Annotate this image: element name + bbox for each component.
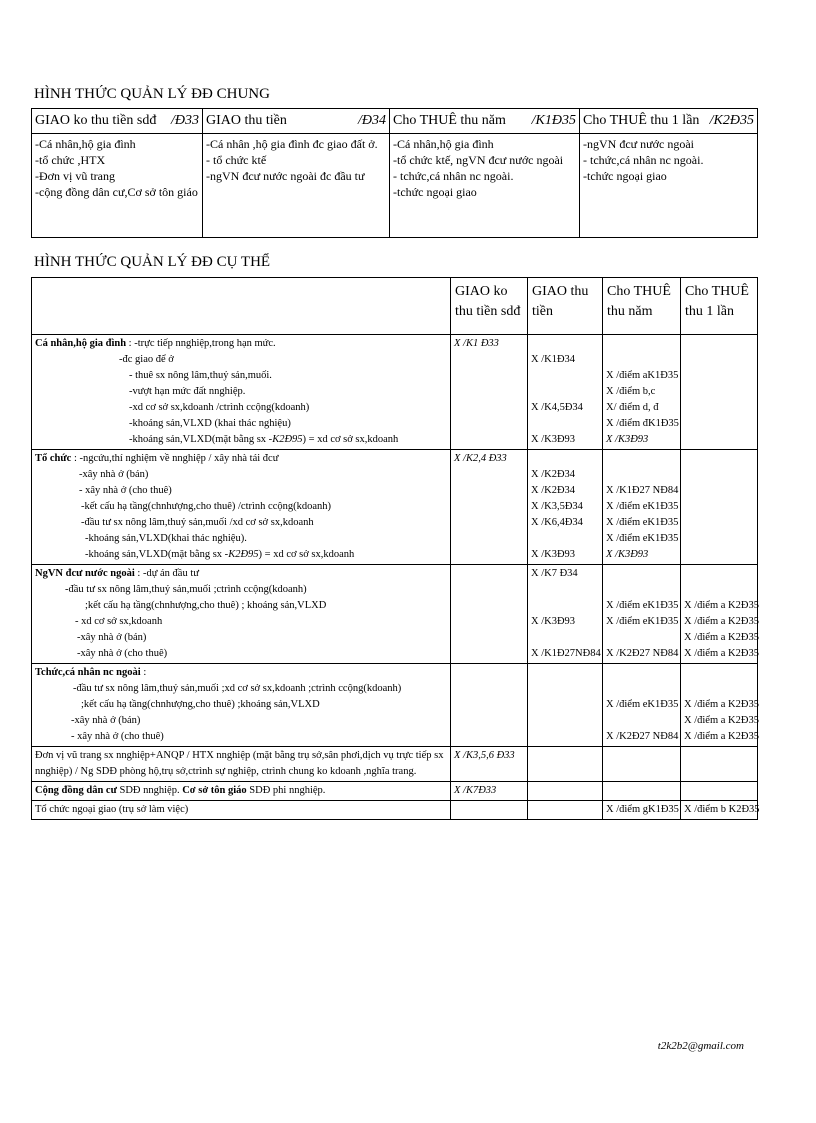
general-management-table [31, 108, 758, 238]
header-cell: Cho THUÊ thu năm /K1Đ35 [390, 109, 580, 134]
code-cell: X /K2,4 Đ33 [451, 450, 528, 565]
code-cell: X /K7 Đ34 X /K3Đ93 X /K1Đ27NĐ84 [528, 565, 603, 664]
code-cell: X /K2Đ34 X /K2Đ34 X /K3,5Đ34 X /K6,4Đ34 X /K3Đ93 [528, 450, 603, 565]
table-row [32, 801, 758, 820]
list-item: -Đơn vị vũ trang [35, 169, 115, 183]
code-cell [528, 782, 603, 801]
specific-header-row [32, 278, 758, 335]
code-cell [681, 747, 758, 782]
code-cell: X /K3,5,6 Đ33 [451, 747, 528, 782]
table-row [32, 450, 758, 565]
code-cell: X /điểm aK1Đ35 X /điểm b,c X/ điểm d, đ X /điểm đK1Đ35 X /K3Đ93 [603, 335, 681, 450]
code-cell [681, 782, 758, 801]
col1-cell [32, 134, 203, 238]
table-row [32, 782, 758, 801]
description-cell: Tchức,cá nhân nc ngoài : -đầu tư sx nông lâm,thuỷ sản,muối ;xd cơ sở sx,kdoanh ;ctrình ccộng(kdoanh) ;kết cấu hạ tầng(chnhượng,cho thuê) ;khoáng sản,VLXD -xây nhà ở (bán) - xây nhà ở (cho thuê) [32, 664, 451, 747]
list-item: -ngVN đcư nước ngoài [583, 137, 694, 151]
specific-management-table [31, 277, 758, 820]
list-item: -tổ chức ktế, ngVN đcư nước ngoài [393, 153, 564, 167]
section1-title: HÌNH THỨC QUẢN LÝ ĐĐ CHUNG [34, 86, 270, 102]
header-cell: GIAO thu tiền [528, 278, 603, 335]
code-cell [451, 664, 528, 747]
list-item: -tổ chức ,HTX [35, 153, 106, 167]
code-cell: X /điểm eK1Đ35 X /điểm eK1Đ35 X /K2Đ27 NĐ84 [603, 565, 681, 664]
code-cell [603, 782, 681, 801]
header-cell: Cho THUÊ thu 1 lần [681, 278, 758, 335]
table-row [32, 747, 758, 782]
code-cell: X /điểm eK1Đ35 X /K2Đ27 NĐ84 [603, 664, 681, 747]
code-cell: X /K1Đ27 NĐ84 X /điểm eK1Đ35 X /điểm eK1Đ35 X /điểm eK1Đ35 X /K3Đ93 [603, 450, 681, 565]
list-item: -tchức ngoại giao [583, 169, 667, 183]
list-item: -Cá nhân,hộ gia đình [35, 137, 136, 151]
code-cell: X /điểm a K2Đ35 X /điểm a K2Đ35 X /điểm a K2Đ35 [681, 664, 758, 747]
col4-cell [580, 134, 758, 238]
list-item: - tchức,cá nhân nc ngoài. [583, 153, 704, 167]
table-row [32, 565, 758, 664]
header-cell: Cho THUÊ thu năm [603, 278, 681, 335]
general-header-row [32, 109, 758, 134]
header-cell: GIAO ko thu tiền sdđ [451, 278, 528, 335]
list-item: -Cá nhân,hộ gia đình [393, 137, 494, 151]
section2-title: HÌNH THỨC QUẢN LÝ ĐĐ CỤ THỂ [34, 254, 271, 270]
description-cell: Tổ chức : -ngcứu,thí nghiệm về nnghiệp / xây nhà tái đcư -xây nhà ở (bán) - xây nhà ở (cho thuê) -kết cấu hạ tầng(chnhượng,cho thuê) /ctrình ccộng(kdoanh) -đầu tư sx nông lâm,thuỷ sản,muối /xd cơ sở sx,kdoanh -khoáng sản,VLXD(khai thác nghiệu). -khoáng sản,VLXD(mặt bằng sx -K2Đ95) = xd cơ sở sx,kdoanh [32, 450, 451, 565]
header-blank [32, 278, 451, 335]
code-cell [451, 801, 528, 820]
code-cell: X /điểm b K2Đ35 [681, 801, 758, 820]
code-cell [528, 664, 603, 747]
table-row [32, 335, 758, 450]
list-item: - tchức,cá nhân nc ngoài. [393, 169, 514, 183]
col3-cell [390, 134, 580, 238]
list-item: -cộng đồng dân cư,Cơ sở tôn giáo [35, 185, 198, 199]
code-cell [681, 450, 758, 565]
code-cell: X /K7Đ33 [451, 782, 528, 801]
code-cell: X /điểm a K2Đ35 X /điểm a K2Đ35 X /điểm a K2Đ35 X /điểm a K2Đ35 [681, 565, 758, 664]
code-cell [451, 565, 528, 664]
general-body-row [32, 134, 758, 238]
code-cell [528, 747, 603, 782]
code-cell: X /K1 Đ33 [451, 335, 528, 450]
description-cell: Cá nhân,hộ gia đình : -trực tiếp nnghiệp,trong hạn mức. -đc giao để ở - thuê sx nông lâm,thuỷ sản,muối. -vượt hạn mức đất nnghiệp. -xd cơ sở sx,kdoanh /ctrình ccộng(kdoanh) -khoáng sản,VLXD (khai thác nghiệu) -khoáng sản,VLXD(mặt bằng sx -K2Đ95) = xd cơ sở sx,kdoanh [32, 335, 451, 450]
list-item: - tổ chức ktế [206, 153, 267, 167]
col2-cell [203, 134, 390, 238]
description-cell: Đơn vị vũ trang sx nnghiệp+ANQP / HTX nnghiệp (mặt bằng trụ sở,sân phơi,dịch vụ trực tiếp sx nnghiệp) / Ng SDĐ phòng hộ,trụ sở,ctrình sự nghiệp, ctrình chung ko kdoanh ,nghĩa trang. [32, 747, 451, 782]
description-cell: NgVN đcư nước ngoài : -dự án đầu tư -đầu tư sx nông lâm,thuỷ sản,muối ;ctrình ccộng(kdoanh) ;kết cấu hạ tầng(chnhượng,cho thuê) ; khoáng sản,VLXD - xd cơ sở sx,kdoanh -xây nhà ở (bán) -xây nhà ở (cho thuê) [32, 565, 451, 664]
list-item: -ngVN đcư nước ngoài đc đầu tư [206, 169, 365, 183]
code-cell [681, 335, 758, 450]
table-row [32, 664, 758, 747]
header-cell: GIAO thu tiền /Đ34 [203, 109, 390, 134]
code-cell: X /điểm gK1Đ35 [603, 801, 681, 820]
list-item: -Cá nhân ,hộ gia đình đc giao đất ở. [206, 137, 378, 151]
code-cell: X /K1Đ34 X /K4,5Đ34 X /K3Đ93 [528, 335, 603, 450]
header-cell: GIAO ko thu tiền sdđ /Đ33 [32, 109, 203, 134]
code-cell [528, 801, 603, 820]
list-item: -tchức ngoại giao [393, 185, 477, 199]
description-cell: Cộng đồng dân cư SDĐ nnghiệp. Cơ sở tôn giáo SDĐ phi nnghiệp. [32, 782, 451, 801]
code-cell [603, 747, 681, 782]
header-cell: Cho THUÊ thu 1 lần /K2Đ35 [580, 109, 758, 134]
author-email: t2k2b2@gmail.com [657, 1040, 744, 1052]
description-cell: Tổ chức ngoại giao (trụ sở làm việc) [32, 801, 451, 820]
